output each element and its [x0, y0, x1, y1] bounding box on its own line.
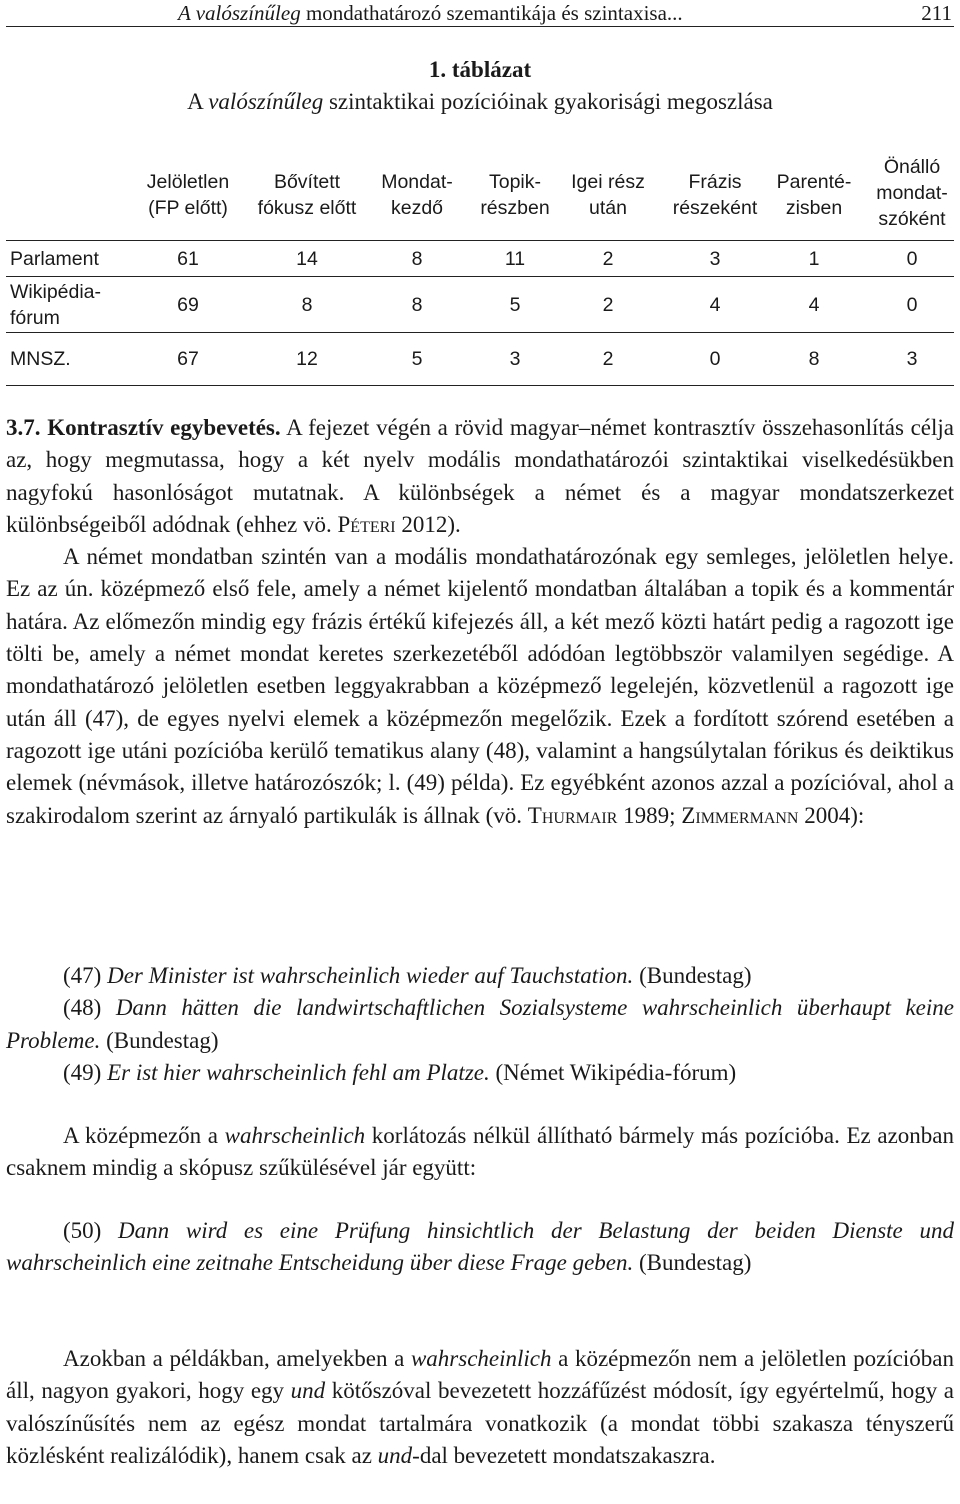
table-cell: 2 [602, 247, 614, 270]
table-cell: 3 [906, 348, 918, 370]
table-cell: 8 [301, 293, 313, 316]
column-header: Frázis részeként [672, 171, 758, 219]
table-header-row [6, 153, 954, 241]
row-label: Parlament [10, 247, 99, 270]
paragraph: A német mondatban szintén van a modális mondathatározónak egy semleges, jelöletlen helye. Ez az ún. középmező első fele, amely a német kijelentő mondatban általában a topik és a kommentár határa. Az előmezőn mindig egy frázis értékű kifejezés áll, a két mező közti határt pedig a ragozott ige tölti be, amely a német mondat keretes szerkezetéből adódóan legtöbbször valamilyen segédige. A mondathatározó jelöletlen esetben leggyakrabban a középmező legelején, közvetlenül a ragozott ige után áll (47), de egyes nyelvi elemek a középmezőn megelőzik. Ezek a fordított szórend esetében a ragozott ige utáni pozícióba kerülő tematikus alany (48), valamint a hangsúlytalan fórikus és deiktikus elemek (névmások, illetve határozószók; l. (49) példa). Ez egyébként azonos azzal a pozícióval, ahol a szakirodalom szerint az árnyaló partikulák is állnak (vö. Thurmair 1989; Zimmermann 2004): [6, 544, 954, 828]
table-cell: 4 [709, 293, 721, 316]
table-cell: 5 [411, 348, 423, 370]
column-header: Jelöletlen (FP előtt) [146, 171, 230, 219]
table-cell: 1 [808, 247, 820, 270]
row-label: MNSZ. [10, 348, 71, 370]
column-header: Önálló mondat- szóként [876, 156, 948, 230]
table-cell: 3 [709, 247, 721, 270]
column-header: Igei rész után [571, 171, 645, 219]
paragraph: 3.7. Kontrasztív egybevetés. A fejezet végén a rövid magyar–német kontrasztív összehasonlítás célja az, hogy megmutassa, hogy a két nyelv modális mondathatározói szintaktikai viselkedésükben nagyfokú hasonlóságot mutatnak. A különbségek a német és a magyar mondatszerkezet különbségeiből adódnak (ehhez vö. Péteri 2012). [6, 415, 954, 537]
example-48: (48) Dann hätten die landwirtschaftlichen Sozialsysteme wahrscheinlich überhaupt keine Probleme. (Bundestag) [6, 995, 954, 1053]
table-row [6, 276, 954, 333]
page-number: 211 [921, 1, 952, 25]
table-cell: 14 [296, 247, 318, 270]
table-number: 1. táblázat [428, 57, 532, 82]
running-title: A valószínűleg mondathatározó szemantikája és szintaxisa... [178, 1, 683, 25]
author-ref: Zimmermann [681, 802, 799, 828]
paragraph-3 [6, 1120, 954, 1185]
table-title: A valószínűleg szintaktikai pozícióinak gyakorisági megoszlása [187, 89, 773, 114]
example-50 [6, 1215, 954, 1280]
table-cell: 4 [808, 293, 820, 316]
table-cell: 12 [296, 348, 318, 370]
table-cell: 0 [709, 348, 721, 370]
table-cell: 69 [177, 293, 199, 316]
table-cell: 5 [509, 293, 521, 316]
column-header: Bővített fókusz előtt [257, 171, 357, 219]
paragraph: A középmezőn a wahrscheinlich korlátozás nélkül állítható bármely más pozícióba. Ez azonban csaknem mindig a skópusz szűkülésével jár együtt: [6, 1123, 954, 1181]
paragraph-4 [6, 1343, 954, 1472]
table-cell: 8 [411, 247, 423, 270]
table-cell: 0 [906, 247, 918, 270]
row-label: Wikipédia- fórum [10, 280, 102, 329]
running-head [6, 0, 954, 27]
example-49: (49) Er ist hier wahrscheinlich fehl am Platze. (Német Wikipédia-fórum) [63, 1059, 737, 1085]
section-heading: 3.7. Kontrasztív egybevetés. [6, 415, 281, 440]
paragraph: Azokban a példákban, amelyekben a wahrscheinlich a középmezőn nem a jelöletlen pozícióban áll, nagyon gyakori, hogy egy und kötőszóval bevezetett hozzáfűzést módosít, így egyértelmű, hogy a valószínűsítés nem az egész mondat tartalmára vonatkozik (a mondat többi szakasza tényszerű közlésként realizálódik), hanem csak az und-dal bevezetett mondatszakaszra. [6, 1346, 955, 1468]
author-ref: Péteri [337, 511, 396, 537]
table-caption [6, 54, 954, 118]
column-header: Parenté- zisben [776, 171, 852, 219]
author-ref: Thurmair [527, 802, 618, 828]
example-47: (47) Der Minister ist wahrscheinlich wieder auf Tauchstation. (Bundestag) [63, 963, 752, 988]
table-cell: 3 [509, 348, 521, 370]
examples-47-49 [6, 960, 954, 1089]
table-cell: 0 [906, 293, 918, 316]
table-cell: 2 [602, 293, 614, 316]
table-cell: 61 [177, 247, 199, 270]
table-row [6, 240, 954, 277]
table-cell: 8 [808, 348, 820, 370]
table-cell: 67 [177, 348, 199, 370]
table-cell: 2 [602, 348, 614, 370]
column-header: Mondat- kezdő [381, 171, 453, 219]
column-header: Topik- részben [480, 171, 550, 219]
section-3-7 [6, 412, 954, 832]
table-cell: 8 [411, 293, 423, 316]
example-50-text: (50) Dann wird es eine Prüfung hinsichtlich der Belastung der beiden Dienste und wahrscheinlich eine zeitnahe Entscheidung über diese Frage geben. (Bundestag) [6, 1218, 954, 1276]
table-cell: 11 [504, 247, 526, 270]
table-row [6, 332, 954, 386]
